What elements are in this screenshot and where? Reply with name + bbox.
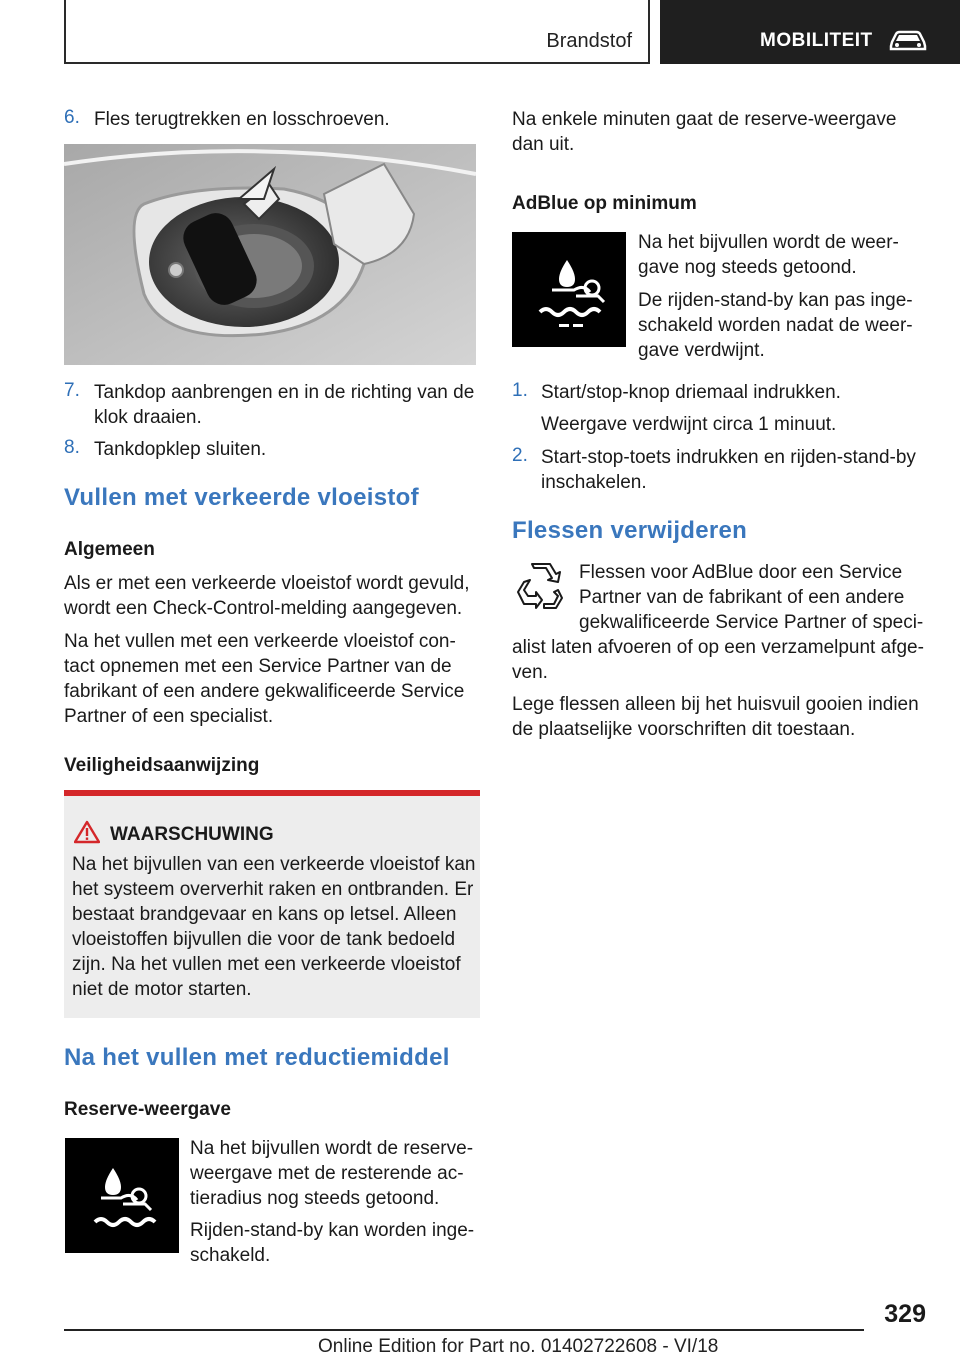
- subheading-adblue-minimum: AdBlue op minimum: [512, 193, 697, 214]
- step-1-text: Start/stop-knop driemaal indrukken.: [541, 382, 841, 403]
- general-p1-line-2: wordt een Check-Control-melding aangegeven.: [64, 598, 463, 619]
- adblue-reserve-icon: [65, 1138, 179, 1253]
- warning-line: vloeistoffen bijvullen die voor de tank bedoeld: [72, 929, 456, 950]
- adblue-p2-line-3: gave verdwijnt.: [638, 340, 765, 361]
- step-7-line-2: klok draaien.: [94, 407, 202, 428]
- subheading-safety: Veiligheidsaanwijzing: [64, 755, 260, 776]
- step-6-number: 6.: [64, 107, 80, 128]
- fuel-filler-illustration: [64, 144, 476, 365]
- car-icon: [888, 28, 928, 52]
- reserve-p1-line-1: Na het bijvullen wordt de reserve-: [190, 1138, 474, 1159]
- general-p1-line-1: Als er met een verkeerde vloeistof wordt gevuld,: [64, 573, 470, 594]
- fuel-filler-photo: [64, 144, 476, 365]
- subheading-reserve: Reserve-weergave: [64, 1099, 231, 1120]
- step-6-text: Fles terugtrekken en losschroeven.: [94, 109, 390, 130]
- adblue-p1-line-2: gave nog steeds getoond.: [638, 257, 857, 278]
- warning-triangle-icon: [74, 820, 100, 844]
- bottles-p1-line-5: ven.: [512, 662, 548, 683]
- adblue-minimum-display-icon: [512, 232, 626, 347]
- reserve-p1-line-2: weergave met de resterende ac-: [190, 1163, 464, 1184]
- reserve-p1-line-3: tieradius nog steeds getoond.: [190, 1188, 440, 1209]
- subheading-general: Algemeen: [64, 539, 155, 560]
- step-1-subtext: Weergave verdwijnt circa 1 minuut.: [541, 414, 837, 435]
- heading-wrong-fluid: Vullen met verkeerde vloeistof: [64, 484, 419, 511]
- adblue-p1-line-1: Na het bijvullen wordt de weer-: [638, 232, 899, 253]
- section-title: Brandstof: [546, 30, 632, 52]
- warning-box: [64, 790, 480, 1018]
- adblue-p2-line-2: schakeld worden nadat de weer-: [638, 315, 913, 336]
- reserve-display-icon: [65, 1138, 179, 1253]
- warning-title: WAARSCHUWING: [110, 824, 274, 845]
- reserve-p2-line-2: schakeld.: [190, 1245, 271, 1266]
- step-7-line-1: Tankdop aanbrengen en in de richting van de: [94, 382, 475, 403]
- general-p2-line-2: tact opnemen met een Service Partner van de: [64, 656, 452, 677]
- step-8-text: Tankdopklep sluiten.: [94, 439, 267, 460]
- step-2-line-1: Start-stop-toets indrukken en rijden-stand-by: [541, 447, 916, 468]
- warning-line: Na het bijvullen van een verkeerde vloeistof kan: [72, 854, 476, 875]
- warning-line: bestaat brandgevaar en kans op letsel. Alleen: [72, 904, 457, 925]
- adblue-p2-line-1: De rijden-stand-by kan pas inge-: [638, 290, 913, 311]
- page-number: 329: [884, 1300, 926, 1328]
- bottles-p1-line-2: Partner van de fabrikant of een andere: [579, 587, 905, 608]
- general-p2-line-1: Na het vullen met een verkeerde vloeistof con-: [64, 631, 456, 652]
- step-8-number: 8.: [64, 437, 80, 458]
- bottles-p1-line-4: alist laten afvoeren of op een verzamelpunt afge-: [512, 637, 924, 658]
- warning-line: het systeem oververhit raken en ontbranden. Er: [72, 879, 474, 900]
- step-1-number: 1.: [512, 380, 528, 401]
- warning-line: zijn. Na het vullen met een verkeerde vloeistof: [72, 954, 461, 975]
- heading-remove-bottles: Flessen verwijderen: [512, 517, 748, 544]
- bottles-p1-line-1: Flessen voor AdBlue door een Service: [579, 562, 903, 583]
- reserve-p2-line-1: Rijden-stand-by kan worden inge-: [190, 1220, 475, 1241]
- header-section-box: [64, 0, 650, 64]
- adblue-minimum-icon: [512, 232, 626, 347]
- edition-text: Online Edition for Part no. 01402722608 - VI/18: [318, 1336, 719, 1357]
- warning-body: [72, 852, 477, 1002]
- step-2-number: 2.: [512, 445, 528, 466]
- step-2-line-2: inschakelen.: [541, 472, 647, 493]
- footer-rule: [64, 1329, 864, 1331]
- intro-line-1: Na enkele minuten gaat de reserve-weergave: [512, 109, 897, 130]
- step-7-number: 7.: [64, 380, 80, 401]
- bottles-p1-line-3: gekwalificeerde Service Partner of speci-: [579, 612, 924, 633]
- recycle-icon: [514, 562, 566, 614]
- intro-line-2: dan uit.: [512, 134, 575, 155]
- chapter-tab[interactable]: [660, 0, 960, 64]
- bottles-p2-line-1: Lege flessen alleen bij het huisvuil gooien indien: [512, 694, 919, 715]
- heading-reductant: Na het vullen met reductiemiddel: [64, 1044, 450, 1071]
- general-p2-line-3: fabrikant of een andere gekwalificeerde Service: [64, 681, 465, 702]
- chapter-title: MOBILITEIT: [760, 30, 873, 51]
- warning-line: niet de motor starten.: [72, 979, 252, 1000]
- bottles-p2-line-2: de plaatselijke voorschriften dit toestaan.: [512, 719, 856, 740]
- general-p2-line-4: Partner of een specialist.: [64, 706, 274, 727]
